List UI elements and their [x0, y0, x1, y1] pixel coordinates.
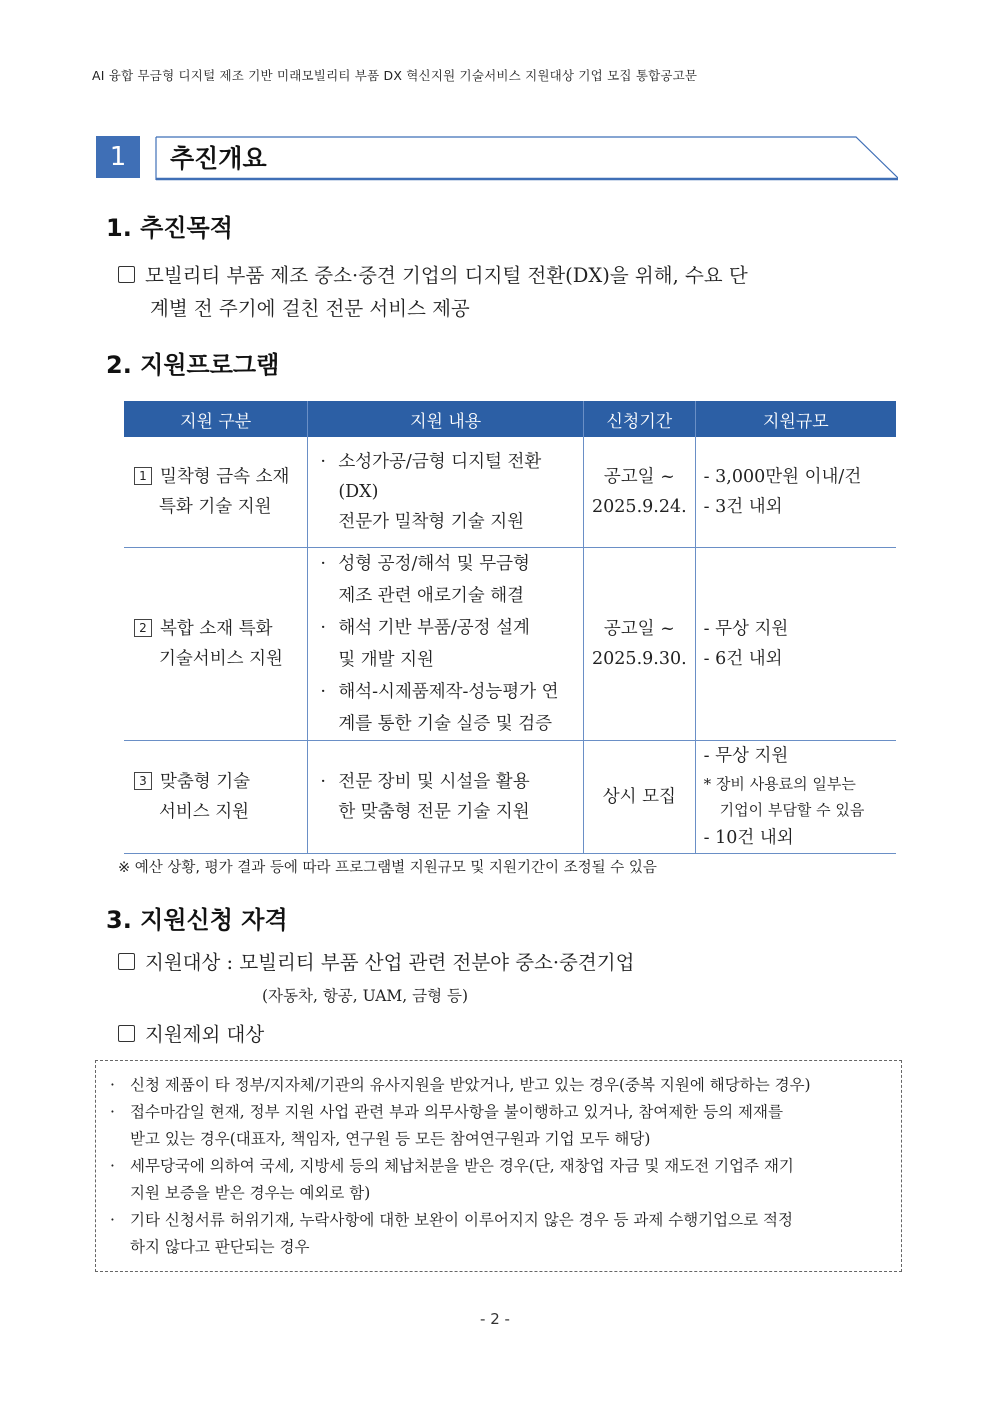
- exclusion-heading: [118, 1018, 264, 1051]
- content-line: · 해석 기반 부품/공정 설계: [316, 612, 575, 644]
- exclusion-line: 접수마감일 현재, 정부 지원 사업 관련 부과 의무사항을 불이행하고 있거나, 참여제한 등의 제재를: [130, 1103, 783, 1121]
- table-header: 지원규모: [695, 401, 896, 437]
- chapter-number: 1: [96, 136, 140, 178]
- list-item: [104, 1072, 892, 1099]
- content-line: 한 맞춤형 전문 기술 지원: [338, 801, 530, 822]
- program-number-badge: 2: [134, 619, 152, 637]
- period-line: 공고일 ~: [603, 618, 675, 639]
- scale-cell: [695, 740, 896, 853]
- content-line: · 해석-시제품제작-성능평가 연: [316, 676, 575, 708]
- content-cell: [308, 740, 584, 853]
- bullet: ·: [110, 1211, 115, 1229]
- exclusion-line: 세무당국에 의하여 국세, 지방세 등의 체납처분을 받은 경우(단, 재창업 자금 및 재도전 기업주 재기: [130, 1157, 794, 1175]
- exclusion-line: 지원 보증을 받은 경우는 예외로 함): [130, 1184, 371, 1202]
- chapter-title: 추진개요: [170, 144, 267, 173]
- scale-line: - 무상 지원: [703, 618, 789, 639]
- exclusion-line: 받고 있는 경우(대표자, 책임자, 연구원 등 모든 참여연구원과 기업 모두 해당): [130, 1130, 651, 1148]
- period-line: 공고일 ~: [603, 466, 675, 487]
- content-line: 및 개발 지원: [338, 649, 434, 670]
- table-header: 지원 내용: [308, 401, 584, 437]
- content-line: 계를 통한 기술 실증 및 검증: [338, 713, 553, 734]
- content-line: 제조 관련 애로기술 해결: [338, 585, 525, 606]
- exclusion-line: 기타 신청서류 허위기재, 누락사항에 대한 보완이 이루어지지 않은 경우 등 과제 수행기업으로 적정: [130, 1211, 793, 1229]
- category-line: 특화 기술 지원: [159, 496, 272, 517]
- exclusion-line: 하지 않다고 판단되는 경우: [130, 1238, 310, 1256]
- content-line: · 전문 장비 및 시설을 활용: [316, 767, 575, 797]
- period-line: 2025.9.30.: [592, 648, 687, 669]
- table-row: [124, 740, 896, 853]
- content-line: 전문가 밀착형 기술 지원: [338, 511, 525, 532]
- target-subtext: (자동차, 항공, UAM, 금형 등): [262, 987, 469, 1005]
- budget-note: ※ 예산 상황, 평가 결과 등에 따라 프로그램별 지원규모 및 지원기간이 조정될 수 있음: [118, 860, 657, 876]
- period-line: 2025.9.24.: [592, 496, 687, 517]
- scale-cell: [695, 437, 896, 547]
- purpose-item: [118, 259, 748, 325]
- period-cell: [584, 437, 696, 547]
- scale-note: * 장비 사용료의 일부는: [703, 774, 856, 793]
- purpose-line-2: 계별 전 주기에 걸친 전문 서비스 제공: [150, 297, 470, 320]
- scale-line: - 무상 지원: [703, 745, 789, 766]
- scale-line: - 10건 내외: [703, 827, 794, 848]
- period-cell: [584, 547, 696, 740]
- table-row: [124, 437, 896, 547]
- category-line: 밀착형 금속 소재: [160, 466, 290, 487]
- table-header: 신청기간: [584, 401, 696, 437]
- scale-note: 기업이 부담할 수 있음: [719, 800, 865, 819]
- document-header: AI 융합 무금형 디지털 제조 기반 미래모빌리티 부품 DX 혁신지원 기술서비스 지원대상 기업 모집 통합공고문: [92, 68, 698, 83]
- content-line: · 소성가공/금형 디지털 전환(DX): [316, 447, 575, 507]
- exclusion-title: 지원제외 대상: [145, 1023, 265, 1046]
- category-line: 맞춤형 기술: [160, 771, 251, 792]
- category-line: 복합 소재 특화: [160, 618, 273, 639]
- category-line: 서비스 지원: [159, 801, 250, 822]
- program-number-badge: 3: [134, 772, 152, 790]
- eligibility-target: [118, 946, 634, 979]
- category-line: 기술서비스 지원: [159, 648, 283, 669]
- content-cell: [308, 437, 584, 547]
- content-line: · 성형 공정/해석 및 무금형: [316, 548, 575, 580]
- category-cell: [124, 437, 308, 547]
- exclusion-box: [95, 1060, 902, 1272]
- checkbox-square-icon: [118, 266, 135, 283]
- table-row: [124, 547, 896, 740]
- target-text: 지원대상 : 모빌리티 부품 산업 관련 전분야 중소·중견기업: [145, 951, 635, 974]
- section-1-title: 1. 추진목적: [106, 214, 233, 242]
- program-table: [124, 401, 896, 854]
- list-item: [104, 1153, 892, 1207]
- scale-line: - 3,000만원 이내/건: [703, 466, 862, 487]
- scale-cell: [695, 547, 896, 740]
- content-cell: [308, 547, 584, 740]
- exclusion-line: 신청 제품이 타 정부/지자체/기관의 유사지원을 받았거나, 받고 있는 경우(중복 지원에 해당하는 경우): [130, 1076, 811, 1094]
- checkbox-square-icon: [118, 953, 135, 970]
- bullet: ·: [110, 1157, 115, 1175]
- category-cell: [124, 740, 308, 853]
- period-cell: [584, 740, 696, 853]
- list-item: [104, 1099, 892, 1153]
- chapter-banner: [96, 136, 898, 182]
- checkbox-square-icon: [118, 1025, 135, 1042]
- section-3-title: 3. 지원신청 자격: [106, 906, 288, 934]
- scale-line: - 3건 내외: [703, 496, 783, 517]
- table-header: 지원 구분: [124, 401, 308, 437]
- bullet: ·: [110, 1103, 115, 1121]
- period-line: 상시 모집: [602, 786, 676, 807]
- section-2-title: 2. 지원프로그램: [106, 351, 280, 379]
- table-header-row: [124, 401, 896, 437]
- bullet: ·: [110, 1076, 115, 1094]
- list-item: [104, 1207, 892, 1261]
- scale-line: - 6건 내외: [703, 648, 783, 669]
- category-cell: [124, 547, 308, 740]
- program-number-badge: 1: [134, 467, 152, 485]
- purpose-line-1: 모빌리티 부품 제조 중소·중견 기업의 디지털 전환(DX)을 위해, 수요 단: [145, 264, 748, 287]
- page-number: - 2 -: [480, 1310, 510, 1328]
